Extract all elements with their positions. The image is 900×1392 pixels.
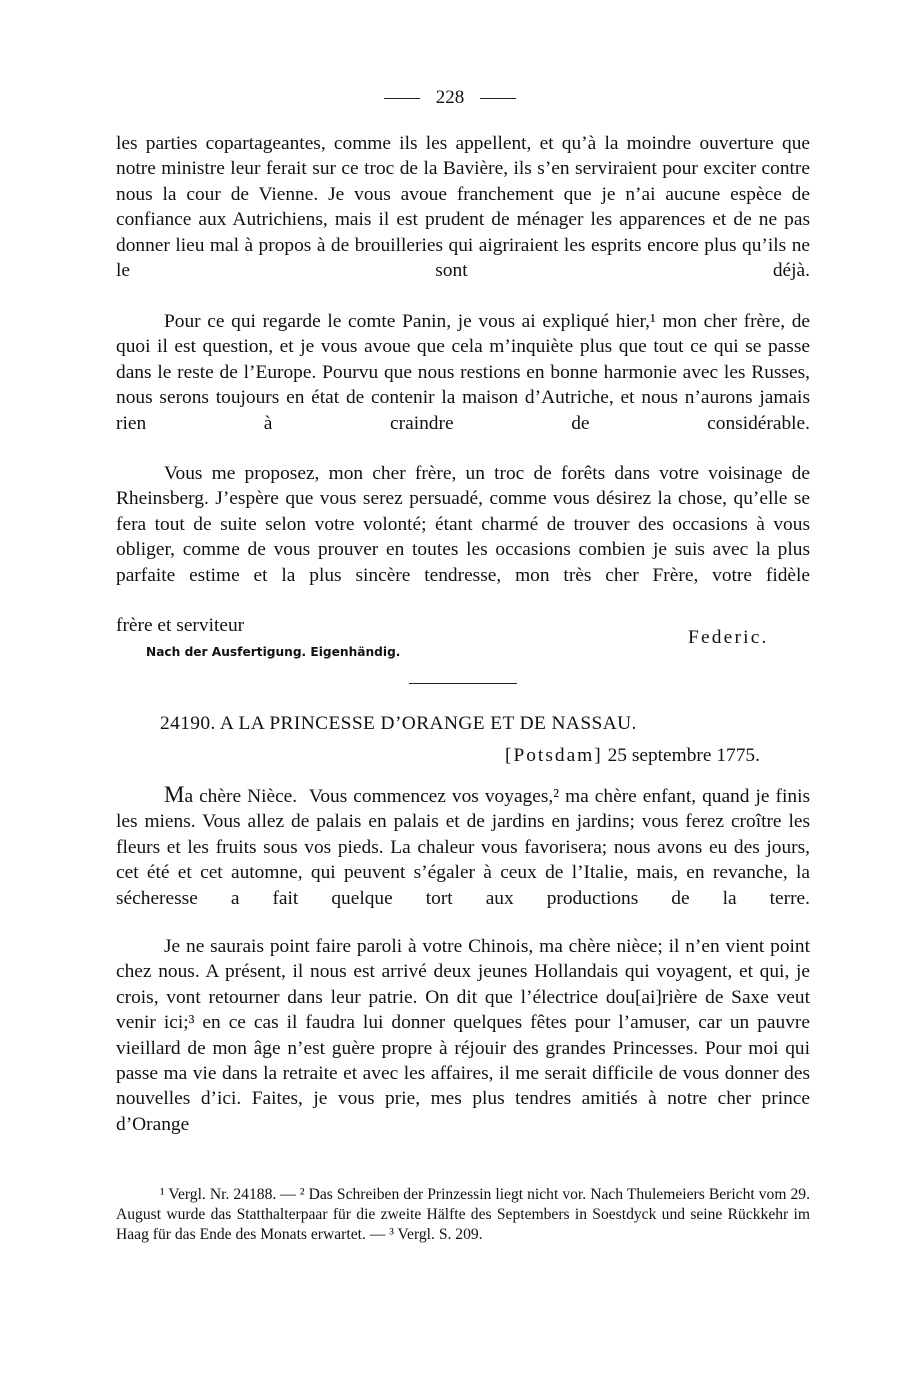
section-divider	[409, 683, 517, 684]
letter2-place: [Potsdam]	[505, 745, 603, 766]
letter1-signature: Federic.	[688, 627, 769, 648]
letter2-title: A LA PRINCESSE D’ORANGE ET DE NASSAU.	[219, 713, 637, 734]
letter2-paragraph-1	[116, 782, 810, 911]
letter2-number: 24190.	[160, 713, 216, 734]
letter1-paragraph-1: les parties copartageantes, comme ils les appellent, et qu’à la moindre ouverture que notre ministre leur ferait sur ce troc de la Bavière, ils s’en serviraient pour exciter contre nous la cour de Vienne. Je vous avoue franchement que je n’ai aucune espèce de confiance aux Autrichiens, mais il est prudent de ménager les apparences et de ne pas donner lieu mal à propos à de brouilleries qui aigriraient les esprits encore plus qu’ils ne le sont déjà.	[116, 133, 810, 282]
letter1-paragraph-3: Vous me proposez, mon cher frère, un troc de forêts dans votre voisinage de Rheinsberg. J’espère que vous serez persuadé, comme vous désirez la chose, qu’elle se fera tout de suite selon votre volonté; étant charmé de trouver des occasions à vous obliger, comme de vous prouver en toutes les occasions combien je suis avec la plus parfaite estime et la plus sincère tendresse, mon très cher Frère, votre fidèle	[116, 463, 810, 586]
salutation-initial: M	[164, 782, 185, 807]
letter1-source-note: Nach der Ausfertigung. Eigenhändig.	[146, 645, 401, 659]
header-dash-left	[384, 98, 420, 99]
letter2-dateline	[505, 745, 760, 767]
page-header	[0, 86, 900, 110]
letter1-closing: frère et serviteur	[116, 615, 245, 636]
letter1-paragraph-2: Pour ce qui regarde le comte Panin, je vous ai expliqué hier,¹ mon cher frère, de quoi il est question, et je vous avoue que cela m’inquiète plus que tout ce qui se passe dans le reste de l’Europe. Pourvu que nous restions en bonne harmonie avec les Russes, nous serons toujours en état de contenir la maison d’Autriche, et nous n’aurons jamais rien à craindre de considérable.	[116, 311, 810, 434]
footnotes: ¹ Vergl. Nr. 24188. — ² Das Schreiben der Prinzessin liegt nicht vor. Nach Thulemeiers Bericht vom 29. August wurde das Statthalterpaar für die zweite Hälfte des Septembers in Soestdyck und seine Rückkehr im Haag für das Ende des Monats erwartet. — ³ Vergl. S. 209.	[116, 1186, 810, 1243]
letter2-heading	[160, 713, 637, 735]
header-dash-right	[480, 98, 516, 99]
page-number: 228	[435, 87, 465, 108]
letter2-paragraph-1-text: Vous commencez vos voyages,² ma chère enfant, quand je finis les miens. Vous allez de palais en palais et de jardins en jardins; vous ferez croître les fleurs et les fruits sous vos pieds. La chaleur vous favorisera; nous avons eu des jours, cet été et cet automne, qui peuvent s’égaler à ceux de l’Italie, mais, en revanche, la sécheresse a fait quelque tort aux productions de la terre.	[116, 786, 810, 909]
salutation: a chère Nièce.	[184, 786, 298, 807]
letter2-date: 25 septembre 1775.	[607, 745, 760, 766]
letter2-paragraph-2: Je ne saurais point faire paroli à votre Chinois, ma chère nièce; il n’en vient point chez nous. A présent, il nous est arrivé deux jeunes Hollandais qui voyagent, et qui, je crois, vont retourner dans leur patrie. On dit que l’électrice dou[ai]rière de Saxe veut venir ici;³ en ce cas il faudra lui donner quelques fêtes pour l’amuser, car un pauvre vieillard de mon âge n’est guère propre à réjouir des grandes Princesses. Pour moi qui passe ma vie dans la retraite et avec les affaires, il me serait difficile de vous donner des nouvelles d’ici. Faites, je vous prie, mes plus tendres amitiés à notre cher prince d’Orange	[116, 936, 810, 1135]
